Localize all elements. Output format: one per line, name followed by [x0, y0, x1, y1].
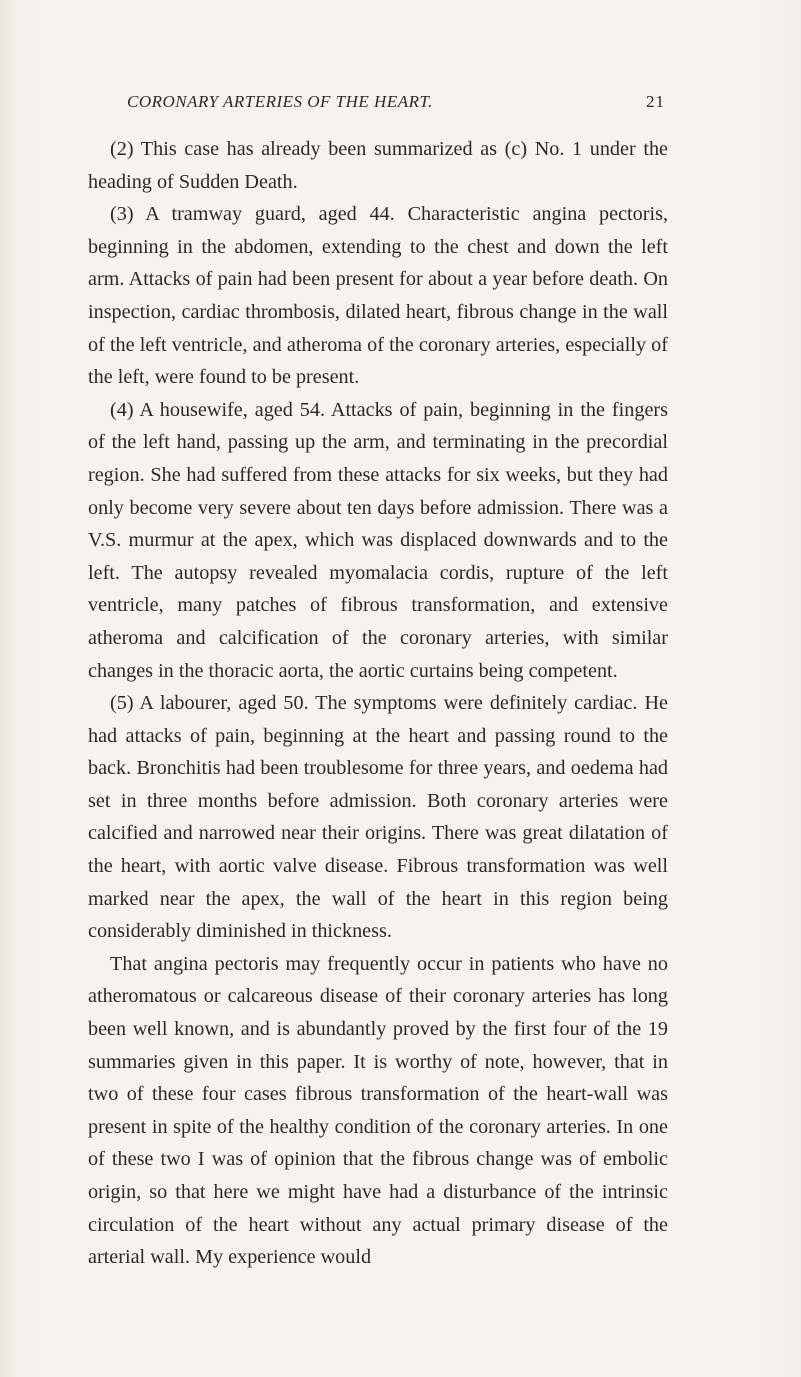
running-title: CORONARY ARTERIES OF THE HEART.: [127, 92, 433, 111]
body-text: [88, 133, 668, 1274]
running-head: [127, 92, 665, 116]
page-number: 21: [646, 92, 665, 111]
paragraph-case-5: (5) A labourer, aged 50. The symptoms were definitely cardiac. He had attacks of pain, beginning at the heart and passing round to the back. Bronchitis had been troublesome for three years, and oedema had set in three months before admission. Both coronary arteries were calcified and narrowed near their origins. There was great dilatation of the heart, with aortic valve disease. Fibrous transformation was well marked near the apex, the wall of the heart in this region being considerably diminished in thickness.: [88, 692, 668, 943]
paragraph-case-2: (2) This case has already been summarized as (c) No. 1 under the heading of Sudden Death.: [88, 138, 668, 193]
paragraph-discussion: That angina pectoris may frequently occur in patients who have no atheromatous or calcareous disease of their coronary arteries has long been well known, and is abundantly proved by the first four of the 19 summaries given in this paper. It is worthy of note, however, that in two of these four cases fibrous transformation of the heart-wall was present in spite of the healthy condition of the coronary arteries. In one of these two I was of opinion that the fibrous change was of embolic origin, so that here we might have had a disturbance of the intrinsic circulation of the heart without any actual primary disease of the arterial wall. My experience would: [88, 952, 668, 1269]
paragraph-case-4: (4) A housewife, aged 54. Attacks of pain, beginning in the fingers of the left hand, passing up the arm, and terminating in the precordial region. She had suffered from these attacks for six weeks, but they had only become very severe about ten days before admission. There was a V.S. murmur at the apex, which was displaced downwards and to the left. The autopsy revealed myomalacia cordis, rupture of the left ventricle, many patches of fibrous transformation, and extensive atheroma and calcification of the coronary arteries, with similar changes in the thoracic aorta, the aortic curtains being competent.: [88, 398, 668, 682]
paragraph-case-3: (3) A tramway guard, aged 44. Characteristic angina pectoris, beginning in the abdomen, extending to the chest and down the left arm. Attacks of pain had been present for about a year before death. On inspection, cardiac thrombosis, dilated heart, fibrous change in the wall of the left ventricle, and atheroma of the coronary arteries, especially of the left, were found to be present.: [88, 203, 668, 389]
